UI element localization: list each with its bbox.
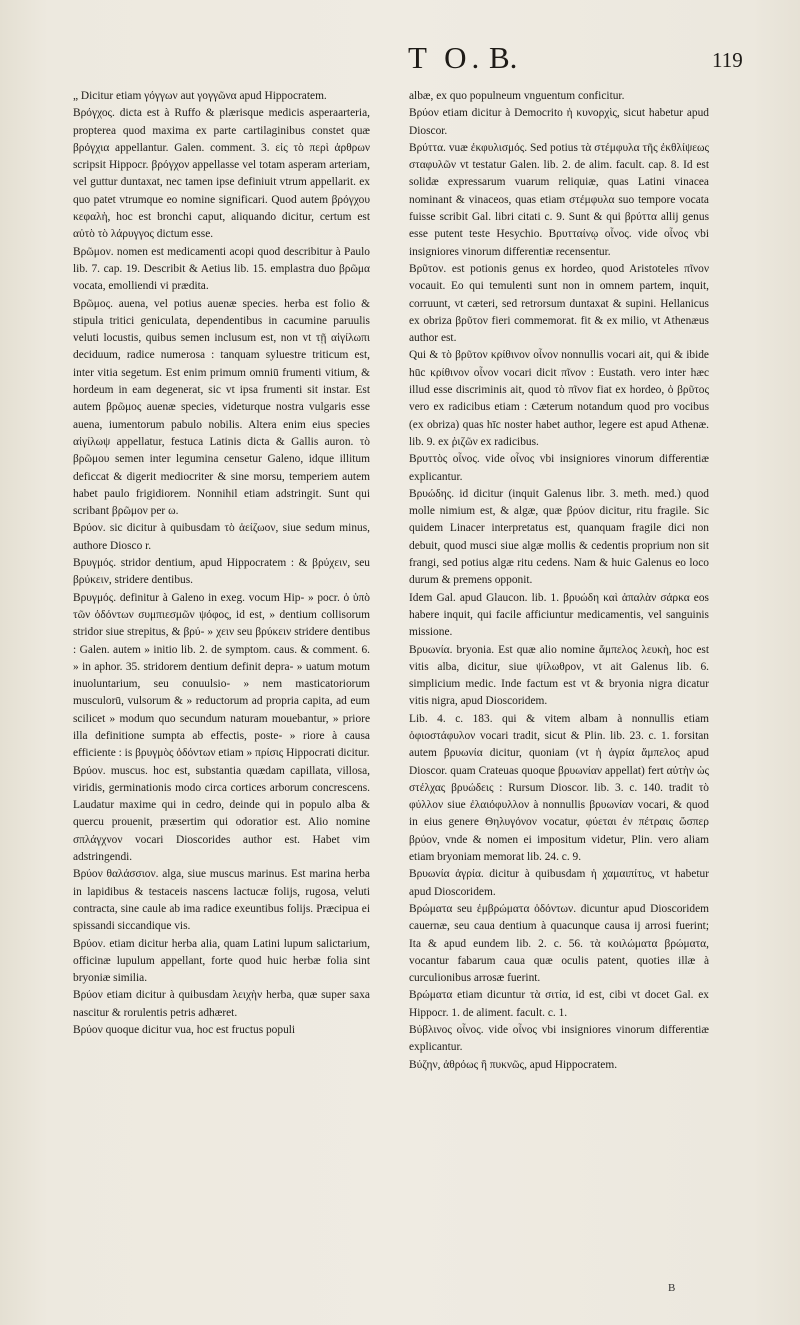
running-head-left: T O. xyxy=(408,40,485,75)
entry-paragraph: albæ, ex quo populneum vnguentum conficitur. xyxy=(409,90,625,102)
entry-paragraph: Βρῶμος. auena, vel potius auenæ species. herba est folio & stipula tritici geniculata, dependentibus in cacumine paruulis veluti locustis, quibus semen inclusum est, non vt τῇ αἰγίλωπι deciduum, radice numerosa : tanquam syluestre triticum est, inter vitia segetum. Est enim primum omniū frumenti vitium, & hordeum in eam degenerat, sic vt ipsa frumenti sit instar. Est autem βρῶμος auenæ species, videturque nostra vulgaris esse auena, iumentorum pabulo nobilis. Altera enim eius species αἰγίλωψ appellatur, festuca Latinis dicta & Gallis auron. τὸ βρῶμου semen inter legumina censetur Galeno, idque illitum deficcat & digerit mediocriter & sine morsu, temperiem autem habet paulo frigidiorem. Nonnihil etiam adstringit. Sunt qui scribant βρῶμον per ω. xyxy=(73,297,370,518)
entry-paragraph: Βρώματα seu ἐμβρώματα ὀδόντων. dicuntur apud Dioscoridem cauernæ, seu caua dentium à quacunque causa ij arrosi fuerint; Ita & apud eundem lib. 2. c. 56. τὰ κοιλώματα βρώματα, vocantur fabarum caua quæ oculis patent, quoties illæ à curculionibus arrosæ fuerint. xyxy=(409,902,709,985)
running-head-center: B. xyxy=(489,40,518,75)
entry-paragraph: Βρυωνία. bryonia. Est quæ alio nomine ἄμπελος λευκὴ, hoc est vitis alba, dicitur, siue ψίλωθρον, vt ait Galenus lib. 6. simplicium medic. Inde factum est vt & bryonia nigra dicatur vitis nigra, apud Dioscoridem. xyxy=(409,643,709,708)
entry-paragraph: Βρύον θαλάσσιον. alga, siue muscus marinus. Est marina herba in lapidibus & testaceis nascens lactucæ folijs, rugosa, veluti contracta, sine caule ab ima radice exeuntibus folijs. Præcipua ei spissandi siccandique vis. xyxy=(73,868,370,933)
running-head xyxy=(0,40,800,84)
entry-paragraph: Βύβλινος οἶνος. vide οἶνος vbi insigniores vinorum differentiæ explicantur. xyxy=(409,1024,709,1054)
entry-paragraph: Βρώματα etiam dicuntur τὰ σιτία, id est, cibi vt docet Gal. ex Hippocr. 1. de aliment. facult. c. 1. xyxy=(409,989,709,1019)
entry-paragraph: Lib. 4. c. 183. qui & vitem albam à nonnullis etiam ὀφιοστάφυλον vocari tradit, sicut & Plin. lib. 23. c. 1. forsitan autem βρυωνία dicitur, quoniam (vt ἡ ἀγρία ἄμπελος apud Dioscor. quam Crateuas quoque βρυωνίαν appellat) fert αὐτὴν ὡς στέλχας βρυώδεις : Rursum Dioscor. lib. 3. c. 140. tradit τὸ φύλλον siue ἐλαιόφυλλον à nonnullis βρυωνίαν vocari, & quod in eius genere Θηλυγόνον vocatur, φύεται ἐν πέτραις ὥσπερ βρύον, vnde & nomen ei impositum videtur, Plin. vero aliam etiam bryoniam memorat lib. 24. c. 9. xyxy=(409,712,709,864)
entry-paragraph: Βρύον. sic dicitur à quibusdam τὸ ἀείζωον, siue sedum minus, authore Diosco r. xyxy=(73,522,370,552)
entry-paragraph: Βρύον. muscus. hoc est, substantia quædam capillata, villosa, viridis, germinationis modo circa cortices arborum concrescens. Laudatur maxime qui in cedro, deinde qui in populo alba & quercu prouenit, præsertim qui odoratior est. Alio nomine σπλάγχνον vocari Dioscorides author est. Habet vim adstringendi. xyxy=(73,764,370,864)
entry-paragraph: Βρύον quoque dicitur vua, hoc est fructus populi xyxy=(73,1024,296,1037)
entry-paragraph: Idem Gal. apud Glaucon. lib. 1. βρυώδη καὶ ἁπαλὰν σάρκα eos habere inquit, qui facile afficiuntur medicamentis, vel sanguinis missione. xyxy=(409,591,709,639)
entry-paragraph: Βρύον etiam dicitur à quibusdam λειχὴν herba, quæ super saxa nascitur & rorulentis petris adhæret. xyxy=(73,989,370,1019)
entry-paragraph: Βρόγχος. dicta est à Ruffo & plærisque medicis asperaarteria, propterea quod maxima ex parte cartilaginibus constet quæ βρόγχια appellantur. Galen. comment. 3. εἰς τὸ περὶ ἀρθρων scripsit Hippocr. βρόγχον appellasse vel totam asperam arteriam, vel guttur duntaxat, nec tamen ipse definiuit vtrum appellarit. ex quo patet vtrumque eo nomine significari. Quod autem βρόγχου κεφαλὴ, hoc est bronchi caput, aliquando dicitur, certum est αὐτὸ τὸ λάρυγγος dictum esse. xyxy=(73,107,370,241)
entry-paragraph: Βρύττα. vuæ ἐκφυλισμός. Sed potius τὰ στέμφυλα τῆς ἐκθλίψεως σταφυλῶν vt testatur Galen. lib. 2. de alim. facult. cap. 8. Id est solidæ expressarum vuarum reliquiæ, quas Latini vinacea nominant & vinaceos, quas etiam στέμφυλα suo tempore vocata fuisse scribit Gal. libri citati c. 9. Sunt & qui βρύττα allij genus esse putent teste Hesychio. Βρυτταίνῳ οἶνος. vide οἶνος vbi insigniores vinorum differentiæ recensentur. xyxy=(409,141,709,258)
entry-paragraph: Βύζην, ἀθρόως ἢ πυκνῶς, apud Hippocratem. xyxy=(409,1058,618,1071)
entry-paragraph: Βρῦτον. est potionis genus ex hordeo, quod Aristoteles πῖνον vocauit. Eo qui temulenti sunt non in omnem partem, inquit, corruunt, vt cæteri, sed retrorsum duntaxat & supini. Hellanicus ex obriza βρῦτον fieri commemorat. fit & ex milio, vt Athenæus author est. xyxy=(409,262,709,345)
entry-paragraph: Βρυωνία ἀγρία. dicitur à quibusdam ἡ χαμαιπίτυς, vt habetur apud Dioscoridem. xyxy=(409,868,709,898)
page-number: 119 xyxy=(712,48,743,72)
entry-paragraph: Βρυγμός. stridor dentium, apud Hippocratem : & βρύχειν, seu βρύκειν, stridere dentibus. xyxy=(73,557,370,587)
entry-paragraph: Βρύον. etiam dicitur herba alia, quam Latini lupum salictarium, officinæ lupulum appellant, forte quod huic herbæ folia sint bryoniæ similia. xyxy=(73,937,370,985)
entry-paragraph: Βρυττὸς οἶνος. vide οἶνος vbi insigniores vinorum differentiæ explicantur. xyxy=(409,453,709,483)
entry-paragraph: Βρύον etiam dicitur à Democrito ἡ κυνορχὶς, sicut habetur apud Dioscor. xyxy=(409,107,709,137)
entry-paragraph: Βρυώδης. id dicitur (inquit Galenus libr. 3. meth. med.) quod molle nimium est, & algæ, quæ βρύον dicitur, ritu fragile. Sic quidem Linacer interpretatus est, quanquam fragile dici non debuit, quod musci siue algæ mollis & cedentis proprium non sit frangi, sed potius algæ ritu cedens. Nam & huic Galenus eo loco durum & premens opponit. xyxy=(409,487,709,587)
left-column xyxy=(73,88,370,1039)
entry-paragraph: Qui & τὸ βρῦτον κρίθινον οἶνον nonnullis vocari ait, qui & ibide hūc κρίθινον οἶνον vocari dicit πῖνον : Eustath. vero inter hæc illud esse discriminis ait, quod τὸ πῖνον fiat ex hordeo, ὁ βρῦτος vero ex radicibus etiam : Cæterum notandum quod pro vocibus (ex obriza) quas hīc noster habet author, legere est apud Athenæ. lib. 9. ex ῥιζῶν ex radicibus. xyxy=(409,349,709,448)
right-column xyxy=(409,88,709,1074)
entry-paragraph: „ Dicitur etiam γόγγων aut γογγῶνα apud Hippocratem. xyxy=(73,90,327,102)
catchword: B xyxy=(668,1282,676,1294)
entry-paragraph: Βρυγμός. definitur à Galeno in exeg. vocum Hip- » pocr. ὁ ὑπὸ τῶν ὀδόντων συμπιεσμῶν ψόφος, id est, » dentium collisorum stridor siue strepitus, & βρύ- » χειν seu βρύκειν stridere dentibus : Galen. autem » initio lib. 2. de symptom. caus. & comment. 6. » in aphor. 35. stridorem dentium definit depra- » uatum motum inuoluntarium, seu conuulsio- » nem masticatoriorum musculorū, vulsorum & » reductorum ad propria capita, ad eum scilicet » modum quo secundum naturam mouebantur, » priore illa definitione sumpta ab effectis, poste- » riore à causa efficiente : is βρυγμὸς ὀδόντων etiam » πρίσις Hippocrati dicitur. xyxy=(73,591,370,760)
entry-paragraph: Βρῶμον. nomen est medicamenti acopi quod describitur à Paulo lib. 7. cap. 19. Describit & Aetius lib. 15. emplastra duo βρῶμα vocata, emolliendi vi prædita. xyxy=(73,245,370,293)
